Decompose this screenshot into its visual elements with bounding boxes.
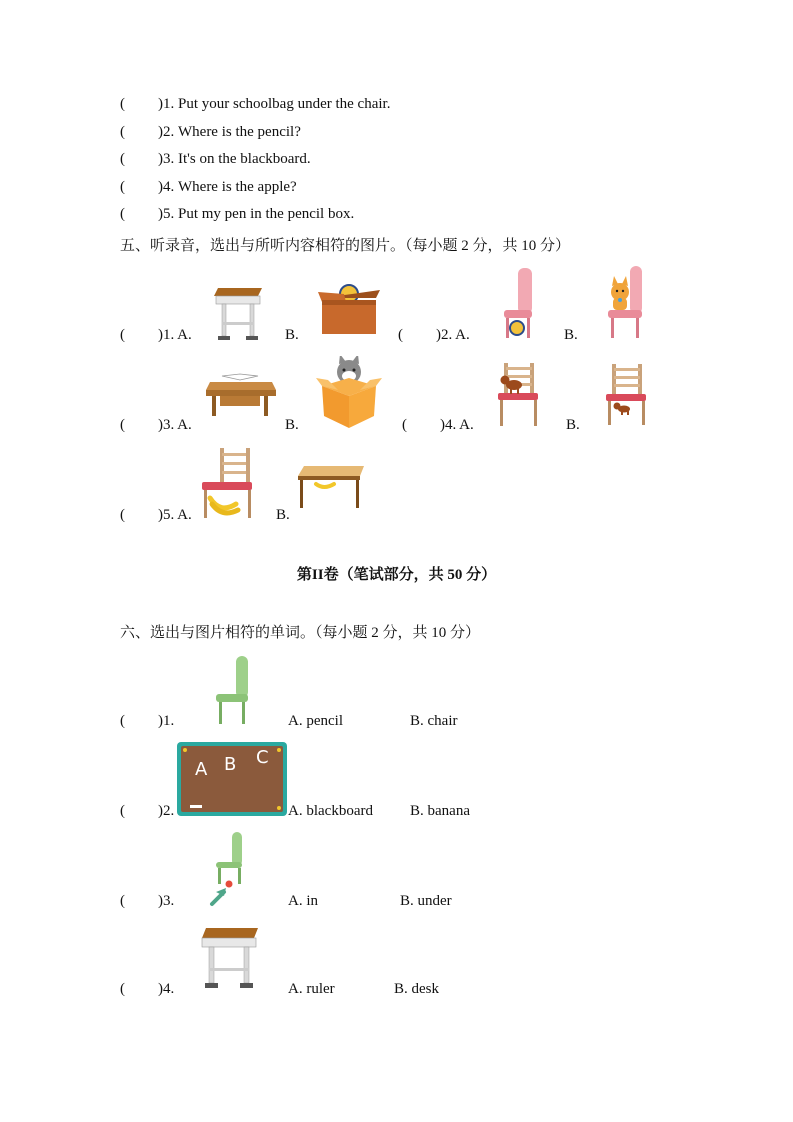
option-a[interactable]: A. ruler [288,981,335,997]
section6-item-2 [120,803,174,820]
answer-paren[interactable]: ( [120,893,125,909]
dog-on-chair-icon [494,361,544,427]
section6-item-3 [120,893,174,910]
option-b-label: B. [276,507,290,523]
part4-item-2 [120,124,301,141]
option-b[interactable]: B. desk [394,981,439,997]
answer-paren[interactable]: ( [120,327,125,343]
part4-item-3 [120,151,311,168]
item-text: Put your schoolbag under the chair. [178,96,391,112]
section5-item-3 [120,417,192,434]
option-b-label: B. [566,417,580,433]
item-number: )2. A. [436,327,470,343]
item-number: )5. [158,206,175,222]
item-number: )4. [158,179,175,195]
part2-title: 第II卷（笔试部分，共 50 分） [296,567,497,583]
item-number: )3. [158,893,175,909]
answer-paren[interactable]: ( [398,327,403,343]
part4-item-4 [120,179,297,196]
option-b-label: B. [285,327,299,343]
answer-paren[interactable]: ( [120,206,125,222]
bananas-under-chair-icon [198,446,256,520]
section6-item-1 [120,713,174,730]
item-text: Where is the apple? [178,179,297,195]
board-letter-c: C [256,747,269,768]
item-number: )5. A. [158,507,192,523]
item-text: It's on the blackboard. [178,151,311,167]
item-text: Where is the pencil? [178,124,301,140]
section5-item-1 [120,327,192,344]
answer-paren[interactable]: ( [120,96,125,112]
bananas-under-desk-icon [294,462,368,510]
blackboard-icon [176,741,288,817]
chair-icon [212,654,252,726]
section5-item-5 [120,507,192,524]
item-number: )4. A. [440,417,474,433]
answer-paren[interactable]: ( [120,981,125,997]
board-letter-b: B [224,754,237,775]
item-number: )3. A. [158,417,192,433]
item-number: )1. [158,96,175,112]
answer-paren[interactable]: ( [402,417,407,433]
item-number: )1. [158,713,175,729]
answer-paren[interactable]: ( [120,507,125,523]
part4-item-1 [120,96,390,113]
answer-paren[interactable]: ( [120,151,125,167]
desk-icon [212,282,268,342]
option-a[interactable]: A. in [288,893,318,909]
option-b[interactable]: B. chair [410,713,458,729]
board-letter-a: A [195,759,208,780]
part4-item-5 [120,206,354,223]
option-a[interactable]: A. pencil [288,713,343,729]
ball-under-chair-icon [500,266,540,340]
book-on-desk-icon [202,368,278,420]
dog-under-chair-icon [602,362,652,426]
answer-paren[interactable]: ( [120,179,125,195]
option-b-label: B. [285,417,299,433]
answer-paren[interactable]: ( [120,713,125,729]
section5-title: 五、听录音，选出与所听内容相符的图片。（每小题 2 分，共 10 分） [120,238,571,254]
item-number: )2. [158,124,175,140]
ball-in-box-icon [316,280,382,336]
section6-title: 六、选出与图片相符的单词。（每小题 2 分，共 10 分） [120,625,481,641]
answer-paren[interactable]: ( [120,803,125,819]
option-b[interactable]: B. banana [410,803,470,819]
item-number: )4. [158,981,175,997]
answer-paren[interactable]: ( [120,417,125,433]
item-text: Put my pen in the pencil box. [178,206,355,222]
section6-item-4 [120,981,174,998]
option-b[interactable]: B. under [400,893,452,909]
desk-icon [198,922,264,992]
cat-in-box-icon [314,356,384,430]
dog-on-chair-icon [604,264,646,340]
option-b-label: B. [564,327,578,343]
answer-paren[interactable]: ( [120,124,125,140]
item-number: )2. [158,803,175,819]
option-a[interactable]: A. blackboard [288,803,373,819]
apple-under-chair-icon [206,830,248,908]
item-number: )3. [158,151,175,167]
item-number: )1. A. [158,327,192,343]
